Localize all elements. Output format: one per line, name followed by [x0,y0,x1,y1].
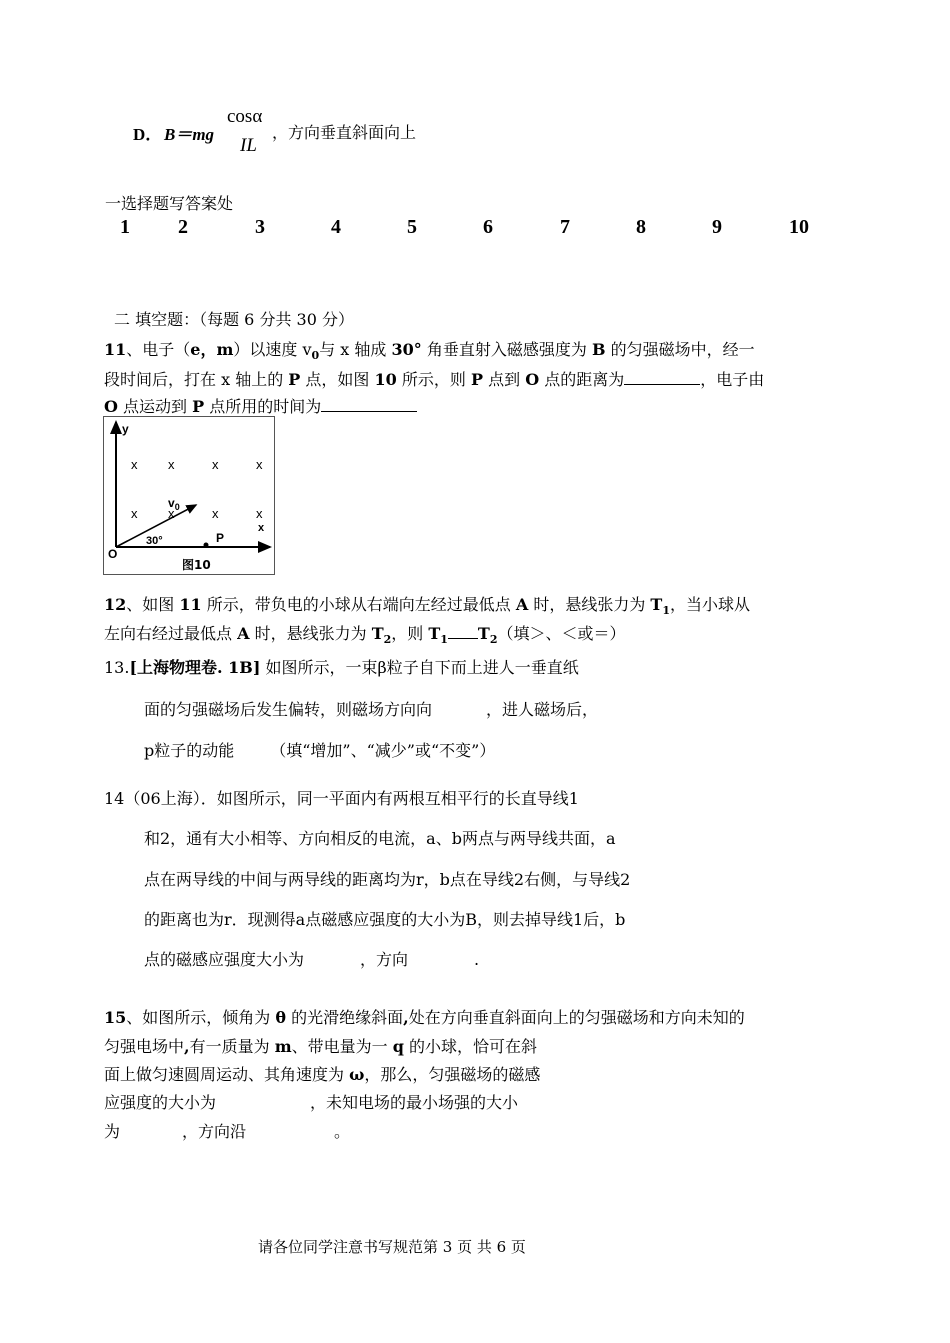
q14-line-2: 和2，通有大小相等、方向相反的电流，a、b两点与两导线共面，a [144,829,616,848]
answer-number-6: 6 [483,216,493,238]
q13-line-3: p粒子的动能 （填“增加”、“减少”或“不变”） [144,741,496,760]
q12-number: 12 [104,595,127,614]
q14-line-5: 点的磁感应强度大小为 ，方向 . [144,950,480,969]
answer-number-10: 10 [789,216,809,238]
q11-line-3: O 点运动到 P 点所用的时间为 [104,395,417,418]
q12-blank[interactable] [448,622,478,639]
point-p-label: P [216,531,225,545]
q11-blank-distance[interactable] [624,368,700,385]
y-axis-label: y [122,422,129,436]
q15-line-5: 为 ，方向沿 。 [104,1122,351,1141]
q15-number: 15 [104,1008,127,1027]
q15-line-4: 应强度的大小为 ，未知电场的最小场强的大小 [104,1093,519,1112]
q15-line-1: 15、如图所示，倾角为 θ 的光滑绝缘斜面,处在方向垂直斜面向上的匀强磁场和方向未知的 [104,1008,745,1027]
field-cross: x [168,506,175,521]
q11-number: 11 [104,340,127,359]
q12-line-2: 左向右经过最低点 A 时，悬线张力为 $T_2$，则 $T_1$ $T_2$（填＞、＜或＝） [104,624,626,647]
figure-10 [103,416,275,575]
answer-area-title: 一选择题写答案处 [105,194,234,213]
angle-label: 30° [146,535,163,547]
x-axis-label: x [258,522,265,534]
field-cross: x [131,506,138,521]
answer-number-3: 3 [255,216,265,238]
answer-number-2: 2 [178,216,188,238]
field-cross: x [168,457,175,472]
answer-number-7: 7 [560,216,570,238]
field-cross: x [212,457,219,472]
q11-line-1: 11、电子（e，m）以速度 $v_0$与 x 轴成 30° 角垂直射入磁感强度为 B 的匀强磁场中，经一 [104,340,755,363]
q11-blank-time[interactable] [321,395,417,412]
figure-10-svg [104,417,274,574]
field-cross: x [212,506,219,521]
q14-line-3: 点在两导线的中间与两导线的距离均为r，b点在导线2右侧，与导线2 [144,870,631,889]
section-2-heading: 二 填空题：（每题 6 分共 30 分） [114,310,354,329]
q11-line-2: 段时间后，打在 x 轴上的 P 点，如图 10 所示，则 P 点到 O 点的距离为 ，电子由 [104,370,765,389]
answer-number-5: 5 [407,216,417,238]
field-cross: x [256,506,263,521]
option-d-denominator: IL [240,135,257,156]
q13-line-2: 面的匀强磁场后发生偏转，则磁场方向向 ，进人磁场后， [144,700,599,719]
field-cross: x [256,457,263,472]
q15-line-2: 匀强电场中,有一质量为 m、带电量为一 q 的小球，恰可在斜 [104,1037,537,1056]
option-d-text: ，方向垂直斜面向上 [272,123,417,142]
page-footer: 请各位同学注意书写规范第 3 页 共 6 页 [258,1238,526,1256]
velocity-label: $v_0$ [168,496,180,512]
option-d-formula-lhs: B＝mg [164,125,215,144]
answer-number-9: 9 [712,216,722,238]
answer-number-4: 4 [331,216,341,238]
q15-line-3: 面上做匀速圆周运动、其角速度为 ω，那么，匀强磁场的磁感 [104,1065,541,1084]
answer-number-8: 8 [636,216,646,238]
field-cross: x [131,457,138,472]
option-d-numerator: cosα [227,106,263,127]
q13-line-1: 13.[上海物理卷. 1B] 如图所示，一束β粒子自下而上进人一垂直纸 [104,658,579,677]
q14-line-4: 的距离也为r．现测得a点磁感应强度的大小为B，则去掉导线1后，b [144,910,626,929]
point-p-marker [204,543,209,548]
q14-line-1: 14（06上海）．如图所示，同一平面内有两根互相平行的长直导线1 [104,789,579,808]
q12-line-1: 12、如图 11 所示，带负电的小球从右端向左经过最低点 A 时，悬线张力为 $T_1$，当小球从 [104,595,750,618]
option-d-letter: D． [133,125,163,144]
answer-number-1: 1 [120,216,130,238]
figure-10-caption: 图10 [182,558,211,572]
origin-label: O [108,547,118,561]
